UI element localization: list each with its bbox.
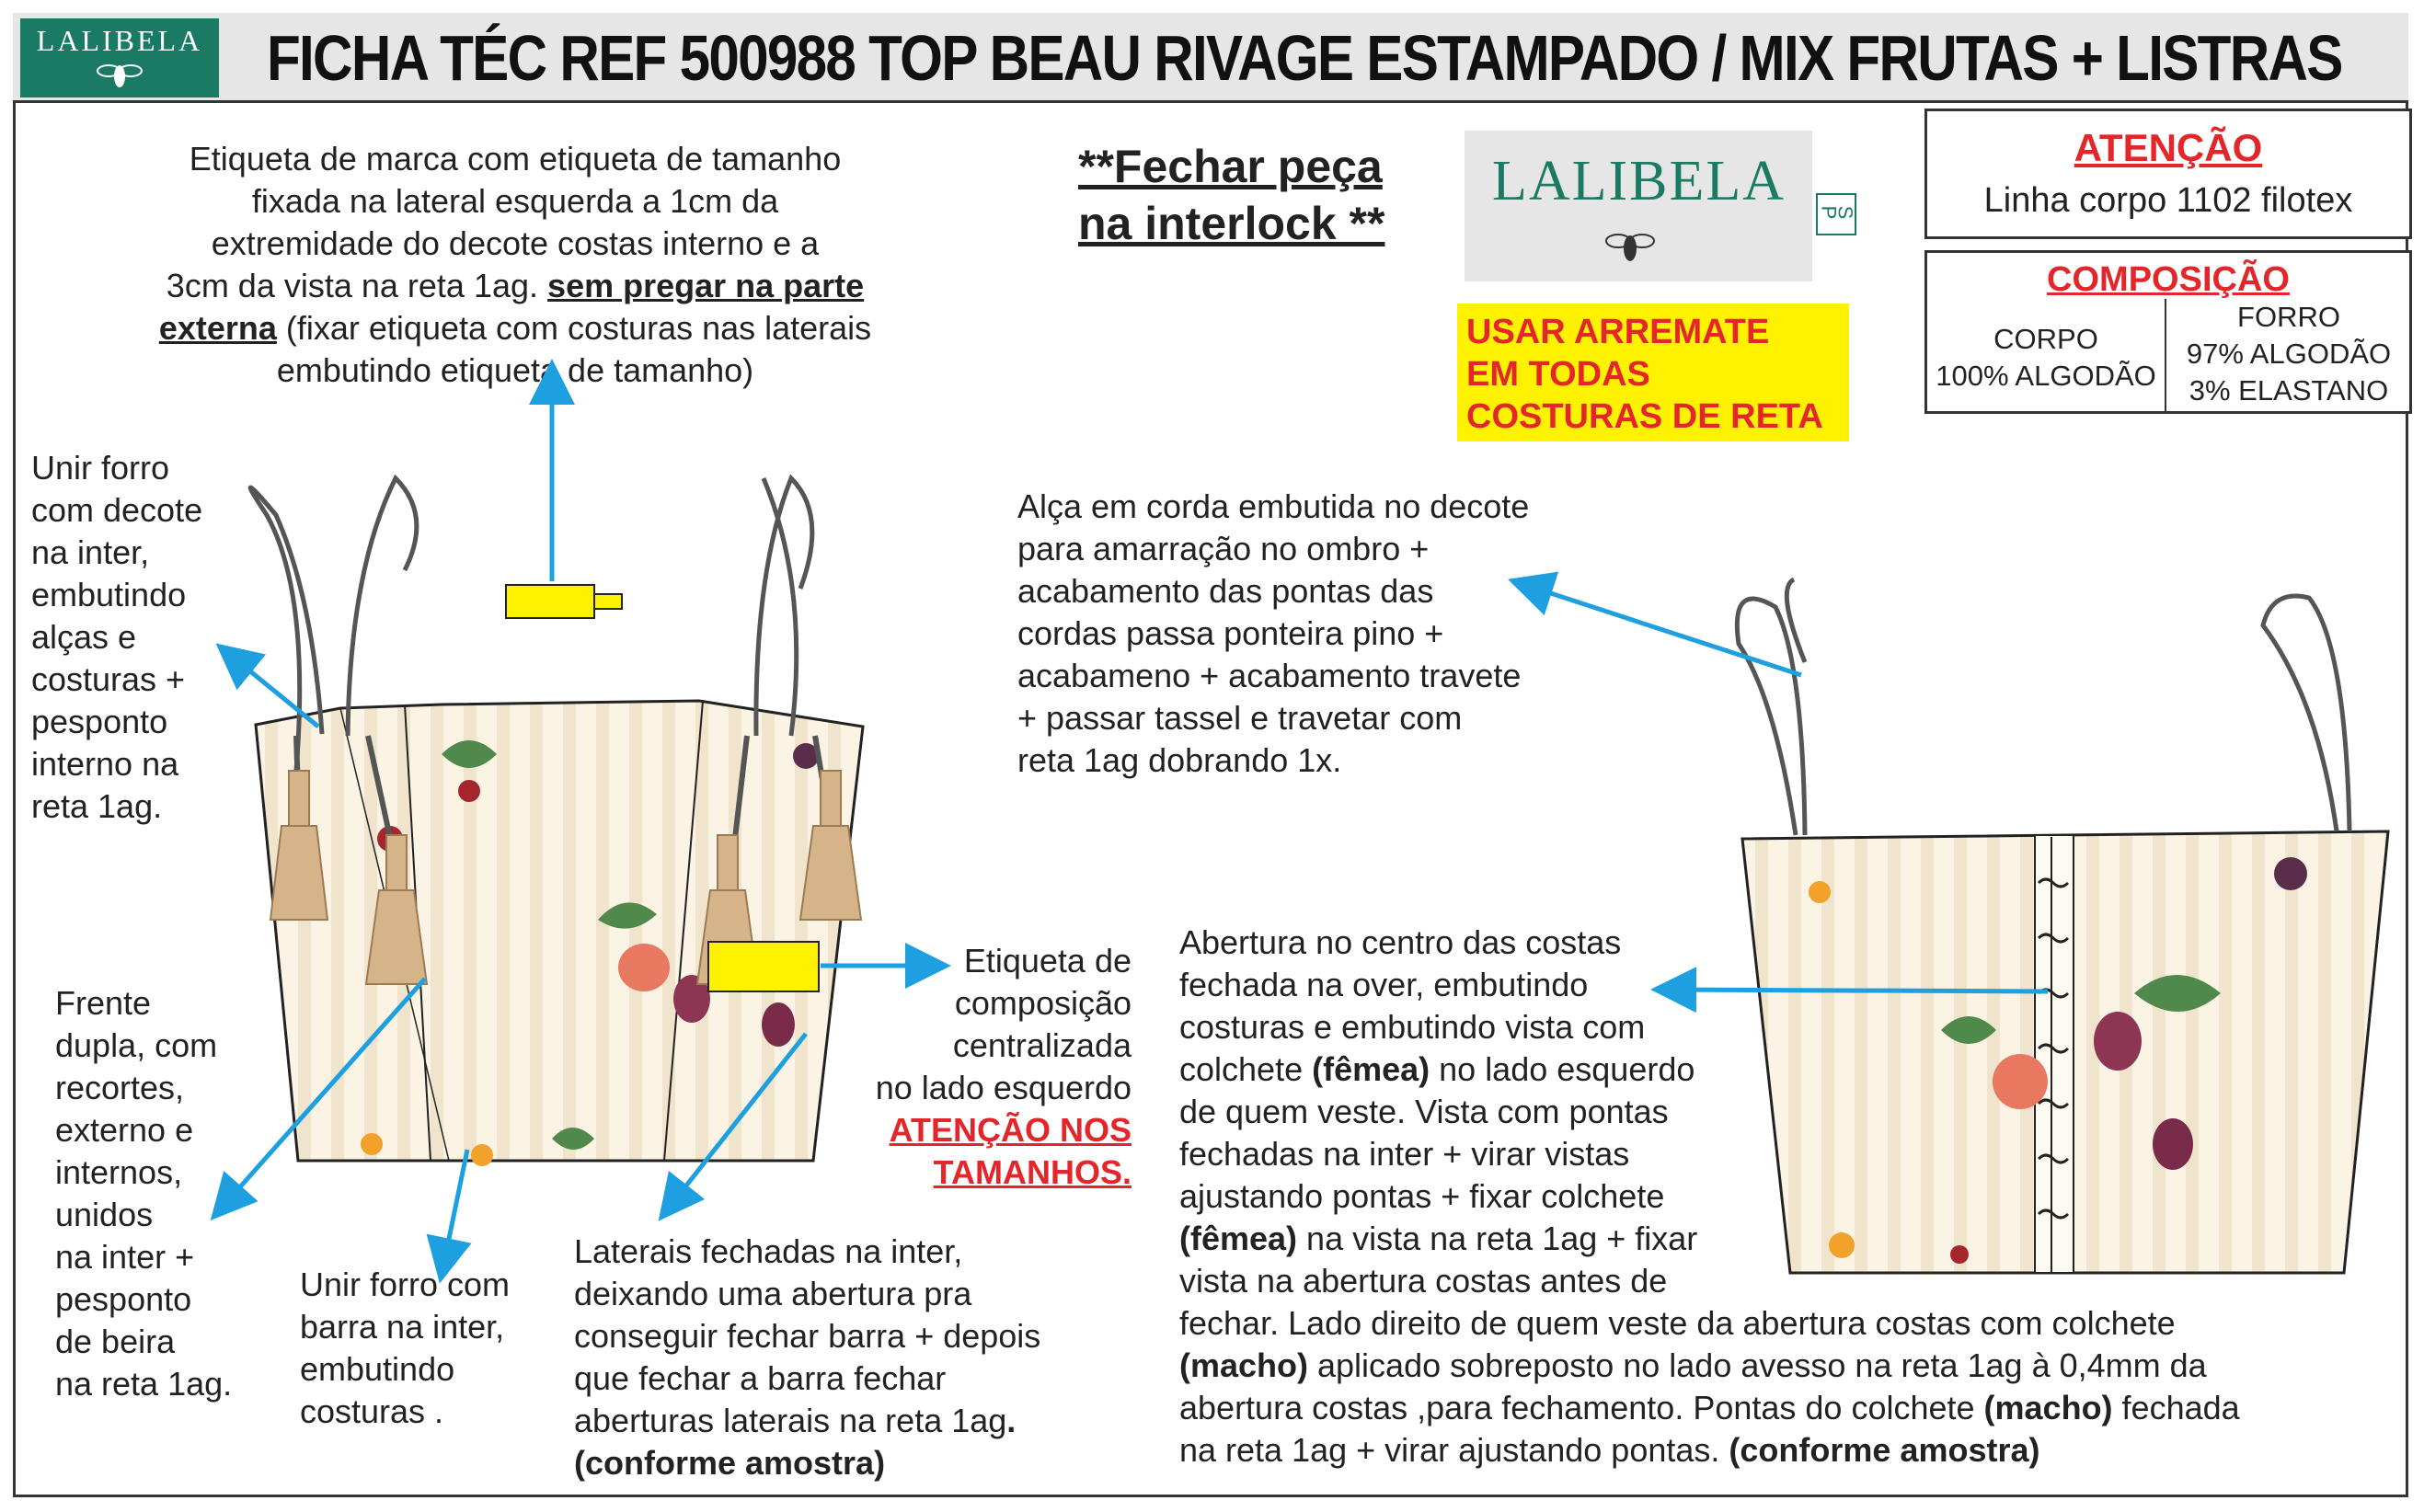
note-line: Frente — [55, 984, 152, 1022]
arrow-unir-forro-barra — [443, 1150, 467, 1266]
note-text: aberturas laterais na reta 1ag — [574, 1402, 1007, 1439]
note-line: reta 1ag. — [31, 787, 163, 825]
size-tag-p: P — [1817, 205, 1841, 220]
note-line: interno na — [31, 745, 179, 783]
note-line: + passar tassel e travetar com — [1017, 699, 1463, 737]
note-text: na vista na reta 1ag + fixar — [1297, 1220, 1698, 1257]
composicao-line: 100% ALGODÃO — [1936, 360, 2156, 392]
note-emphasis: (macho) — [1983, 1389, 2113, 1426]
note-line: acabamento das pontas das — [1017, 572, 1434, 610]
note-line: fechar. Lado direito de quem veste da abertura costas com colchete — [1179, 1304, 2176, 1342]
composicao-line: 97% ALGODÃO — [2186, 338, 2392, 370]
note-line: embutindo etiqueta de tamanho) — [276, 351, 754, 389]
composition-label-marker — [708, 942, 819, 991]
note-emphasis: sem pregar na parte — [547, 267, 865, 304]
composicao-line: CORPO — [1993, 323, 2098, 355]
note-warning: TAMANHOS. — [933, 1153, 1132, 1191]
note-line: reta 1ag dobrando 1x. — [1017, 741, 1342, 779]
note-line: Unir forro com — [300, 1266, 511, 1303]
note-text: . — [1006, 1402, 1017, 1439]
note-text: aplicado sobreposto no lado avesso na reta 1ag à 0,4mm da — [1308, 1346, 2207, 1384]
note-line: fixada na lateral esquerda a 1cm da — [251, 182, 779, 220]
arrow-unir-forro-decote — [230, 655, 318, 727]
note-line: de beira — [55, 1323, 176, 1360]
note-line: vista na abertura costas antes de — [1179, 1262, 1668, 1300]
rope-strap-right — [2263, 596, 2349, 831]
note-text: no lado esquerdo — [1430, 1050, 1695, 1088]
note-line: com decote — [31, 491, 203, 529]
note-line: pesponto — [31, 703, 168, 740]
note-line: extremidade do decote costas interno e a — [211, 224, 820, 262]
size-label-brand: LALIBELA — [1492, 150, 1786, 212]
note-emphasis: (conforme amostra) — [1729, 1431, 2040, 1469]
note-emphasis: externa — [158, 309, 277, 347]
note-text: (fixar etiqueta com costuras nas laterais — [285, 309, 872, 347]
note-line: na reta 1ag. — [55, 1365, 233, 1403]
arrow-abertura — [1669, 990, 2048, 991]
note-line: internos, — [55, 1153, 183, 1191]
note-line: externo e — [55, 1111, 194, 1149]
note-line: na interlock ** — [1078, 198, 1385, 249]
note-line: Laterais fechadas na inter, — [574, 1232, 963, 1270]
note-text: abertura costas ,para fechamento. Pontas do colchete — [1179, 1389, 1984, 1426]
note-line: recortes, — [55, 1069, 185, 1106]
note-line: unidos — [55, 1196, 154, 1233]
note-line: cordas passa ponteira pino + — [1017, 614, 1444, 652]
rope-strap-left — [1737, 579, 1805, 835]
note-line: que fechar a barra fechar — [574, 1359, 947, 1397]
note-line: (conforme amostra) — [574, 1444, 886, 1482]
note-line: conseguir fechar barra + depois — [574, 1317, 1041, 1355]
note-line: USAR ARREMATE — [1466, 313, 1770, 351]
front-top-drawing — [250, 478, 863, 1166]
note-line: Unir forro — [31, 449, 170, 487]
note-line: Etiqueta de marca com etiqueta de tamanho — [189, 140, 842, 178]
note-line: de quem veste. Vista com pontas — [1179, 1093, 1669, 1130]
note-line: costuras + — [31, 660, 186, 698]
note-text: colchete — [1179, 1050, 1313, 1088]
composicao-line: 3% ELASTANO — [2188, 374, 2389, 407]
note-line: composição — [954, 984, 1132, 1022]
note-line: COSTURAS DE RETA — [1466, 397, 1823, 436]
note-line: acabameno + acabamento travete — [1017, 657, 1522, 694]
note-emphasis: (fêmea) — [1179, 1220, 1298, 1257]
back-top-drawing — [1737, 579, 2388, 1273]
note-line: costuras e embutindo vista com — [1179, 1008, 1646, 1046]
note-line: Alça em corda embutida no decote — [1017, 487, 1530, 525]
note-line: Abertura no centro das costas — [1179, 923, 1622, 961]
brand-logo-text: LALIBELA — [36, 24, 203, 57]
note-text: fechada — [2112, 1389, 2240, 1426]
note-text: na reta 1ag + virar ajustando pontas. — [1179, 1431, 1729, 1469]
note-line: fechadas na inter + virar vistas — [1179, 1135, 1630, 1173]
note-line: para amarração no ombro + — [1017, 530, 1430, 567]
note-text: 3cm da vista na reta 1ag. — [166, 267, 539, 304]
note-line: **Fechar peça — [1078, 141, 1383, 192]
note-line: fechada na over, embutindo — [1179, 966, 1589, 1003]
size-tag-s: S — [1833, 205, 1857, 220]
note-emphasis: (macho) — [1179, 1346, 1309, 1384]
note-line: no lado esquerdo — [875, 1069, 1132, 1106]
note-line: EM TODAS — [1466, 355, 1650, 394]
note-line: embutindo — [31, 576, 187, 613]
note-line: ajustando pontas + fixar colchete — [1179, 1177, 1665, 1215]
atencao-title: ATENÇÃO — [2074, 126, 2263, 169]
note-line: dupla, com — [55, 1026, 218, 1064]
note-warning: ATENÇÃO NOS — [889, 1111, 1132, 1149]
note-line: na inter, — [31, 533, 150, 571]
brand-label-drawing — [506, 585, 622, 618]
note-line: deixando uma abertura pra — [574, 1275, 972, 1312]
note-line: barra na inter, — [300, 1308, 505, 1346]
note-line: costuras . — [300, 1392, 444, 1430]
atencao-text: Linha corpo 1102 filotex — [1983, 181, 2353, 220]
note-line: Etiqueta de — [963, 942, 1132, 979]
note-line: embutindo — [300, 1350, 455, 1388]
note-line: pesponto — [55, 1280, 192, 1318]
note-emphasis: (fêmea) — [1312, 1050, 1430, 1088]
page-title: FICHA TÉC REF 500988 TOP BEAU RIVAGE ESTAMPADO / MIX FRUTAS + LISTRAS — [267, 22, 2342, 94]
note-line: alças e — [31, 618, 137, 656]
note-line: na inter + — [55, 1238, 195, 1276]
composicao-line: FORRO — [2237, 301, 2340, 333]
composicao-title: COMPOSIÇÃO — [2047, 260, 2290, 299]
note-line: centralizada — [952, 1026, 1132, 1064]
